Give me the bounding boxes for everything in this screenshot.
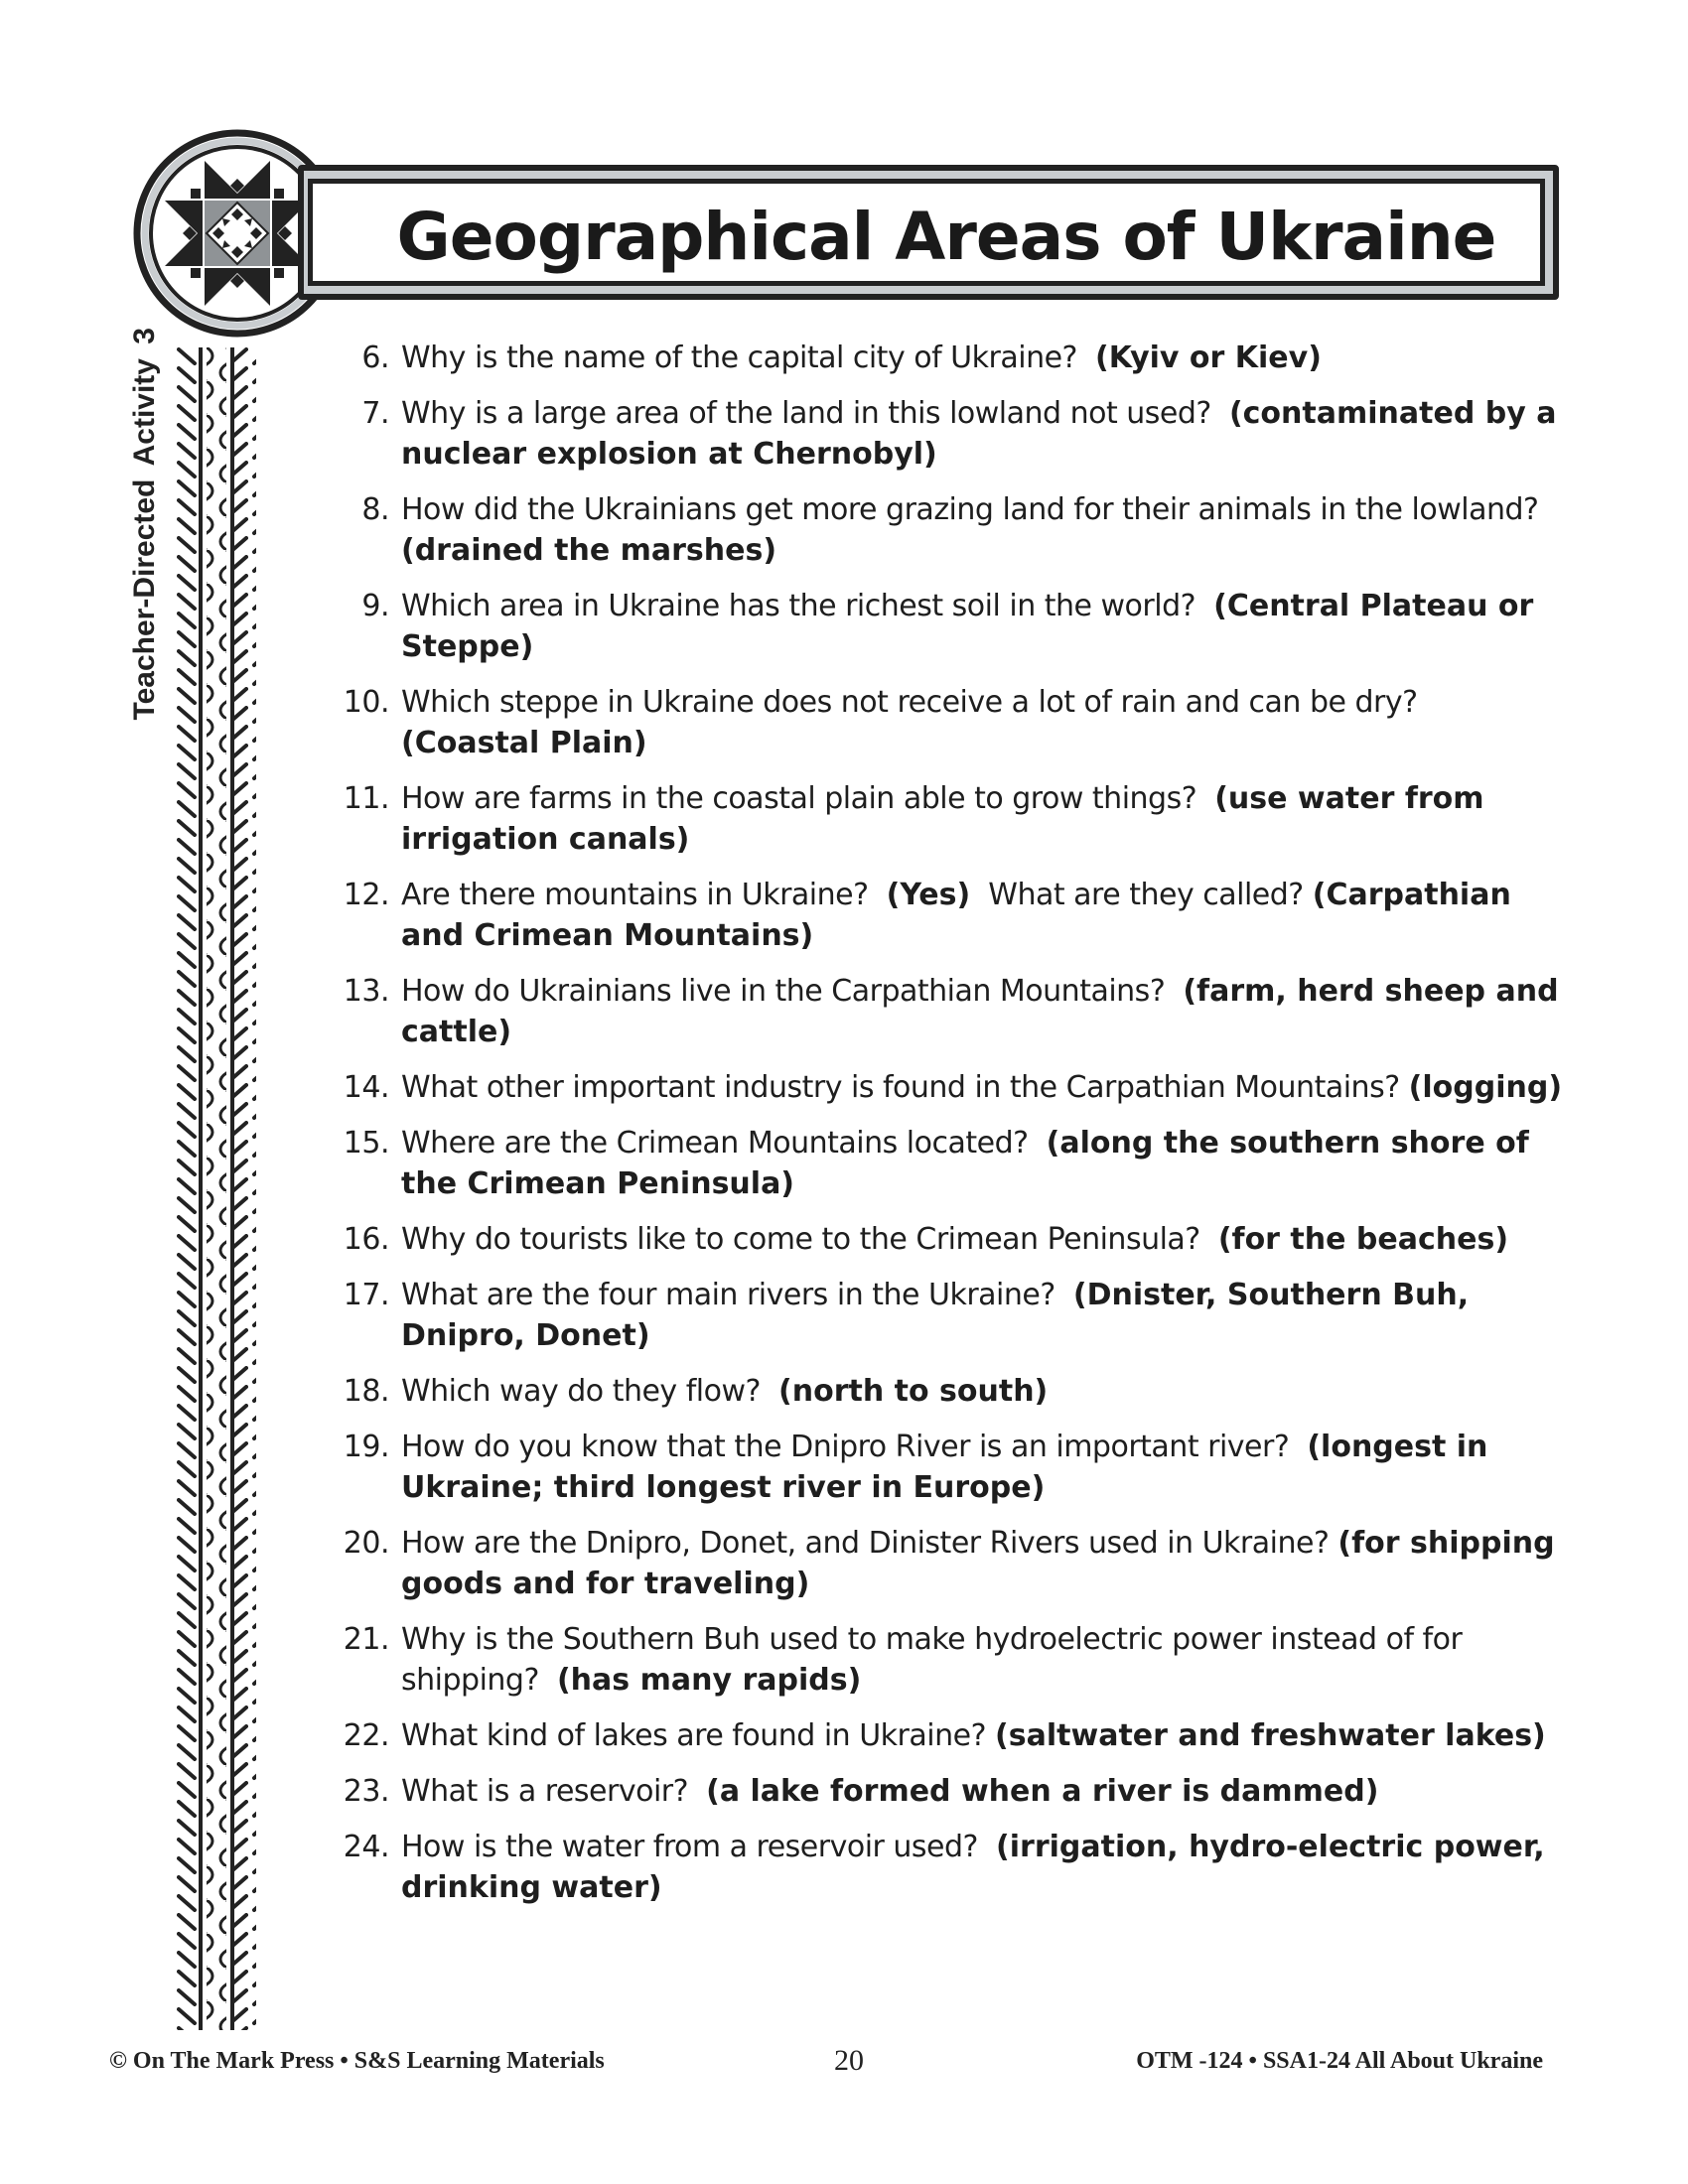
question-text: Are there mountains in Ukraine? — [401, 878, 869, 912]
answer-text: (drained the marshes) — [401, 533, 777, 568]
question-item — [328, 1523, 1569, 1604]
question-item — [328, 682, 1569, 763]
question-text: Why is a large area of the land in this lowland not used? — [401, 396, 1211, 431]
question-number: 19. — [343, 1430, 389, 1464]
answer-text: (farm, herd sheep and cattle) — [401, 974, 1559, 1049]
question-text: Why is the name of the capital city of Ukraine? — [401, 341, 1077, 375]
question-number: 9. — [361, 589, 389, 623]
question-item — [328, 1219, 1569, 1260]
copyright-text: © On The Mark Press • S&S Learning Materials — [109, 2048, 605, 2074]
question-item — [328, 586, 1569, 667]
answer-text: (saltwater and freshwater lakes) — [995, 1718, 1546, 1753]
question-number: 7. — [361, 396, 389, 431]
question-text: How are the Dnipro, Donet, and Dinister Rivers used in Ukraine? — [401, 1526, 1330, 1561]
question-text: What kind of lakes are found in Ukraine? — [401, 1718, 986, 1753]
question-number: 10. — [343, 685, 389, 720]
answer-text: (for shipping goods and for traveling) — [401, 1526, 1555, 1601]
question-item — [328, 875, 1569, 956]
chevron-wave-border-icon — [177, 347, 256, 2030]
question-item — [328, 971, 1569, 1052]
question-item — [328, 1827, 1569, 1908]
question-text: Which way do they flow? — [401, 1374, 761, 1409]
question-text: Which area in Ukraine has the richest soil in the world? — [401, 589, 1196, 623]
question-item — [328, 393, 1569, 475]
page-number: 20 — [834, 2044, 864, 2077]
answer-text: (Kyiv or Kiev) — [1095, 341, 1322, 375]
question-number: 15. — [343, 1126, 389, 1160]
page-footer — [109, 2043, 1543, 2079]
answer-text: (use water from irrigation canals) — [401, 781, 1484, 857]
question-text: How did the Ukrainians get more grazing land for their animals in the lowland? — [401, 492, 1539, 527]
page-title: Geographical Areas of Ukraine — [396, 199, 1496, 275]
title-banner-inner — [308, 179, 1545, 286]
answer-text: (logging) — [1408, 1070, 1563, 1105]
answer-text: (Yes) — [886, 878, 971, 912]
question-list — [328, 338, 1569, 1923]
answer-text: (along the southern shore of the Crimean Peninsula) — [401, 1126, 1529, 1201]
activity-label: Teacher-Directed Activity 3 — [128, 328, 161, 721]
question-item — [328, 1619, 1569, 1701]
question-number: 16. — [343, 1222, 389, 1257]
question-number: 20. — [343, 1526, 389, 1561]
question-item — [328, 489, 1569, 571]
question-text: Why do tourists like to come to the Crimean Peninsula? — [401, 1222, 1200, 1257]
question-number: 14. — [343, 1070, 389, 1105]
answer-text: (a lake formed when a river is dammed) — [706, 1774, 1379, 1809]
answer-text: (contaminated by a nuclear explosion at Chernobyl) — [401, 396, 1557, 472]
answer-text: (irrigation, hydro-electric power, drinking water) — [401, 1830, 1545, 1905]
answer-text-2: (Carpathian and Crimean Mountains) — [401, 878, 1511, 953]
question-number: 24. — [343, 1830, 389, 1864]
title-banner — [298, 165, 1559, 300]
question-text: How are farms in the coastal plain able to grow things? — [401, 781, 1197, 816]
answer-text: (longest in Ukraine; third longest river in Europe) — [401, 1430, 1488, 1505]
question-item — [328, 1123, 1569, 1204]
decorative-border — [177, 347, 256, 2030]
question-number: 13. — [343, 974, 389, 1009]
answer-text: (north to south) — [778, 1374, 1049, 1409]
question-text: Why is the Southern Buh used to make hydroelectric power instead of for shipping? — [401, 1622, 1463, 1698]
question-number: 17. — [343, 1278, 389, 1312]
question-number: 22. — [343, 1718, 389, 1753]
question-number: 21. — [343, 1622, 389, 1657]
question-item — [328, 1067, 1569, 1108]
question-item — [328, 338, 1569, 378]
answer-text: (for the beaches) — [1217, 1222, 1509, 1257]
question-text: How do you know that the Dnipro River is an important river? — [401, 1430, 1290, 1464]
question-text: What are the four main rivers in the Ukraine? — [401, 1278, 1055, 1312]
question-text: How is the water from a reservoir used? — [401, 1830, 978, 1864]
question-item — [328, 778, 1569, 860]
question-text: What is a reservoir? — [401, 1774, 689, 1809]
question-item — [328, 1427, 1569, 1508]
question-number: 11. — [343, 781, 389, 816]
answer-text: (Central Plateau or Steppe) — [401, 589, 1534, 664]
question-text: What other important industry is found in the Carpathian Mountains? — [401, 1070, 1400, 1105]
question-item — [328, 1715, 1569, 1756]
answer-text: (Dnister, Southern Buh, Dnipro, Donet) — [401, 1278, 1470, 1353]
product-code: OTM -124 • SSA1-24 All About Ukraine — [1136, 2048, 1543, 2074]
answer-text: (has many rapids) — [556, 1663, 862, 1698]
question-text: How do Ukrainians live in the Carpathian Mountains? — [401, 974, 1166, 1009]
question-text: Where are the Crimean Mountains located? — [401, 1126, 1029, 1160]
question-number: 23. — [343, 1774, 389, 1809]
question-number: 6. — [361, 341, 389, 375]
question-number: 12. — [343, 878, 389, 912]
question-number: 8. — [361, 492, 389, 527]
answer-text: (Coastal Plain) — [401, 726, 647, 760]
question-item — [328, 1771, 1569, 1812]
question-item — [328, 1275, 1569, 1356]
question-number: 18. — [343, 1374, 389, 1409]
question-item — [328, 1371, 1569, 1412]
question-text-2: What are they called? — [988, 878, 1304, 912]
question-text: Which steppe in Ukraine does not receive a lot of rain and can be dry? — [401, 685, 1418, 720]
